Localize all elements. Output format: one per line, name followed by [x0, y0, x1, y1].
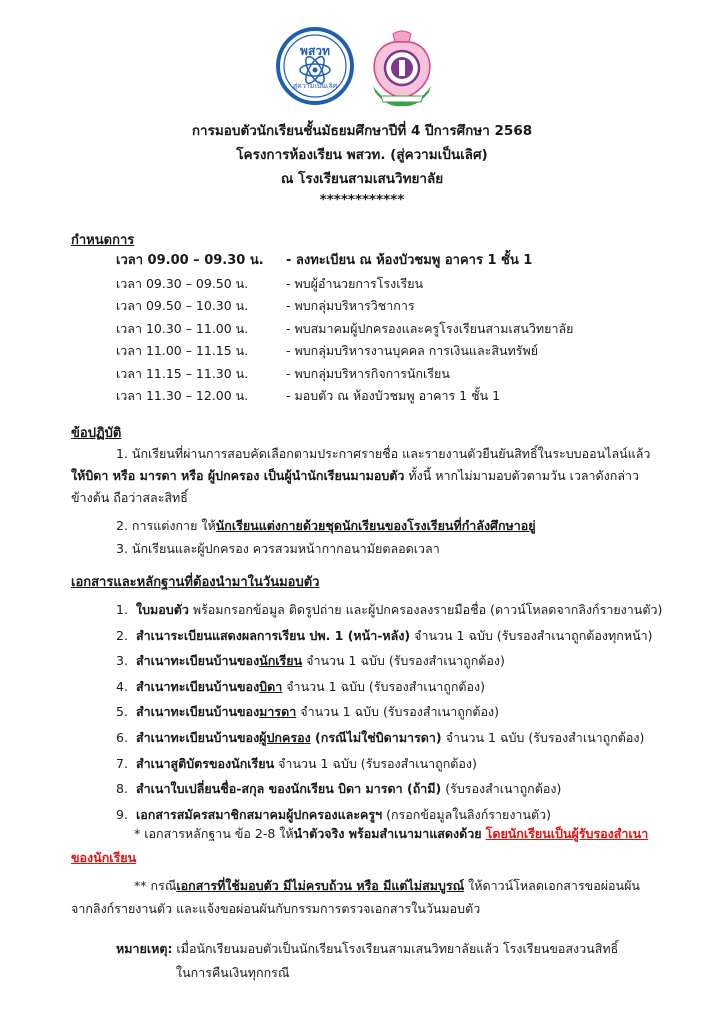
rule-1-rest: ทั้งนี้ หากไม่มามอบตัวตามวัน เวลาดังกล่าว [404, 468, 640, 483]
schedule-activity: - ลงทะเบียน ณ ห้องบัวชมพู อาคาร 1 ชั้น 1 [286, 253, 533, 268]
schedule-activity: - พบสมาคมผู้ปกครองและครูโรงเรียนสามเสนวิทยาลัย [286, 320, 574, 336]
schedule-time: เวลา 09.50 – 10.30 น. [116, 298, 249, 313]
svg-text:สู่ความเป็นเลิศ: สู่ความเป็นเลิศ [292, 82, 338, 90]
rule-2 [116, 515, 536, 537]
header-venue: ณ โรงเรียนสามเสนวิทยาลัย [280, 171, 444, 187]
note-1-highlight: โดยนักเรียนเป็นผู้รับรองสำเนา [485, 826, 649, 841]
documents-list [116, 597, 676, 827]
schedule-time: เวลา 09.00 – 09.30 น. [116, 253, 264, 268]
documents-title: เอกสารและหลักฐานที่ต้องนำมาในวันมอบตัว [71, 575, 320, 590]
rule-1-line-2 [71, 465, 639, 487]
rule-1-line-3: ข้างต้น ถือว่าสละสิทธิ์ [71, 490, 188, 505]
schedule-time: เวลา 09.30 – 09.50 น. [116, 275, 249, 291]
document-item: 4. สำเนาทะเบียนบ้านของบิดา จำนวน 1 ฉบับ (รับรองสำเนาถูกต้อง) [116, 678, 486, 694]
svg-text:พสวท: พสวท [300, 44, 330, 58]
schedule-activity: - พบผู้อำนวยการโรงเรียน [286, 275, 424, 291]
documents-note-1-cont: ของนักเรียน [71, 850, 137, 865]
remark-cont: ในการคืนเงินทุกกรณี [176, 965, 290, 980]
document-item: 9. เอกสารสมัครสมาชิกสมาคมผู้ปกครองและครูฯ (กรอกข้อมูลในลิงก์รายงานตัว) [116, 806, 552, 822]
rule-1-emphasis: ให้บิดา หรือ มารดา หรือ ผู้ปกครอง เป็นผู้นำนักเรียนมามอบตัว [71, 468, 405, 483]
schedule-row [116, 318, 676, 341]
documents-note-1: * เอกสารหลักฐาน ข้อ 2-8 ให้นำตัวจริง พร้อมสำเนามาแสดงด้วย โดยนักเรียนเป็นผู้รับรองสำเนา [134, 826, 649, 841]
document-item: 2. สำเนาระเบียนแสดงผลการเรียน ปพ. 1 (หน้า-หลัง) จำนวน 1 ฉบับ (รับรองสำเนาถูกต้องทุกหน้า) [116, 627, 653, 643]
schedule-activity: - พบกลุ่มบริหารวิชาการ [286, 298, 415, 313]
remark: หมายเหตุ: เมื่อนักเรียนมอบตัวเป็นนักเรียนโรงเรียนสามเสนวิทยาลัยแล้ว โรงเรียนขอสงวนสิทธิ์ [116, 941, 619, 956]
schedule-activity: - พบกลุ่มบริหารกิจการนักเรียน [286, 365, 450, 381]
document-item: 5. สำเนาทะเบียนบ้านของมารดา จำนวน 1 ฉบับ (รับรองสำเนาถูกต้อง) [116, 704, 500, 720]
documents-note-2-cont: จากลิงก์รายงานตัว และแจ้งขอผ่อนผันกับกรรมการตรวจเอกสารในวันมอบตัว [71, 901, 481, 916]
rules-title: ข้อปฏิบัติ [71, 426, 122, 441]
documents-note-2: ** กรณีเอกสารที่ใช้มอบตัว มีไม่ครบถ้วน หรือ มีแต่ไม่สมบูรณ์ ให้ดาวน์โหลดเอกสารขอผ่อนผัน [134, 878, 640, 893]
schedule-row [116, 340, 676, 363]
header-separator: ************ [319, 192, 405, 208]
schedule-row [116, 273, 676, 296]
header-title: การมอบตัวนักเรียนชั้นมัธยมศึกษาปีที่ 4 ปีการศึกษา 2568 [191, 123, 533, 139]
document-item: 6. สำเนาทะเบียนบ้านของผู้ปกครอง (กรณีไม่ใช่บิดามารดา) จำนวน 1 ฉบับ (รับรองสำเนาถูกต้อง) [116, 729, 645, 745]
rule-2-emphasis: นักเรียนแต่งกายด้วยชุดนักเรียนของโรงเรียนที่กำลังศึกษาอยู่ [215, 518, 536, 533]
document-item: 7. สำเนาสูติบัตรของนักเรียน จำนวน 1 ฉบับ (รับรองสำเนาถูกต้อง) [116, 755, 477, 771]
schedule-row [116, 250, 676, 273]
remark-label: หมายเหตุ: [116, 941, 173, 956]
schedule-time: เวลา 11.15 – 11.30 น. [116, 365, 249, 381]
schedule-row [116, 385, 676, 408]
schedule-time: เวลา 11.30 – 12.00 น. [116, 388, 249, 403]
document-item: 8. สำเนาใบเปลี่ยนชื่อ-สกุล ของนักเรียน บิดา มารดา (ถ้ามี) (รับรองสำเนาถูกต้อง) [116, 781, 562, 797]
schedule-title: กำหนดการ [71, 233, 135, 248]
schedule-time: เวลา 10.30 – 11.00 น. [116, 320, 249, 336]
logo-area [0, 26, 724, 108]
school-emblem [367, 26, 437, 108]
schedule-activity: - พบกลุ่มบริหารงานบุคคล การเงินและสินทรัพย์ [286, 343, 539, 358]
schedule-row [116, 295, 676, 318]
rule-3: 3. นักเรียนและผู้ปกครอง ควรสวมหน้ากากอนามัยตลอดเวลา [116, 541, 440, 556]
header-program: โครงการห้องเรียน พสวท. (สู่ความเป็นเลิศ) [236, 147, 488, 163]
schedule-list [116, 250, 676, 408]
pswt-logo [275, 26, 355, 106]
document-header [0, 119, 724, 209]
schedule-activity: - มอบตัว ณ ห้องบัวชมพู อาคาร 1 ชั้น 1 [286, 388, 501, 403]
document-item: 1. ใบมอบตัว พร้อมกรอกข้อมูล ติดรูปถ่าย และผู้ปกครองลงรายมือชื่อ (ดาวน์โหลดจากลิงก์รายงานตัว) [116, 602, 663, 617]
rule-1-line-1: 1. นักเรียนที่ผ่านการสอบคัดเลือกตามประกาศรายชื่อ และรายงานตัวยืนยันสิทธิ์ในระบบออนไลน์แล้ว [116, 446, 651, 461]
schedule-time: เวลา 11.00 – 11.15 น. [116, 343, 249, 358]
schedule-row [116, 363, 676, 386]
document-item: 3. สำเนาทะเบียนบ้านของนักเรียน จำนวน 1 ฉบับ (รับรองสำเนาถูกต้อง) [116, 653, 505, 669]
rule-2-prefix: 2. การแต่งกาย ให้ [116, 518, 216, 533]
